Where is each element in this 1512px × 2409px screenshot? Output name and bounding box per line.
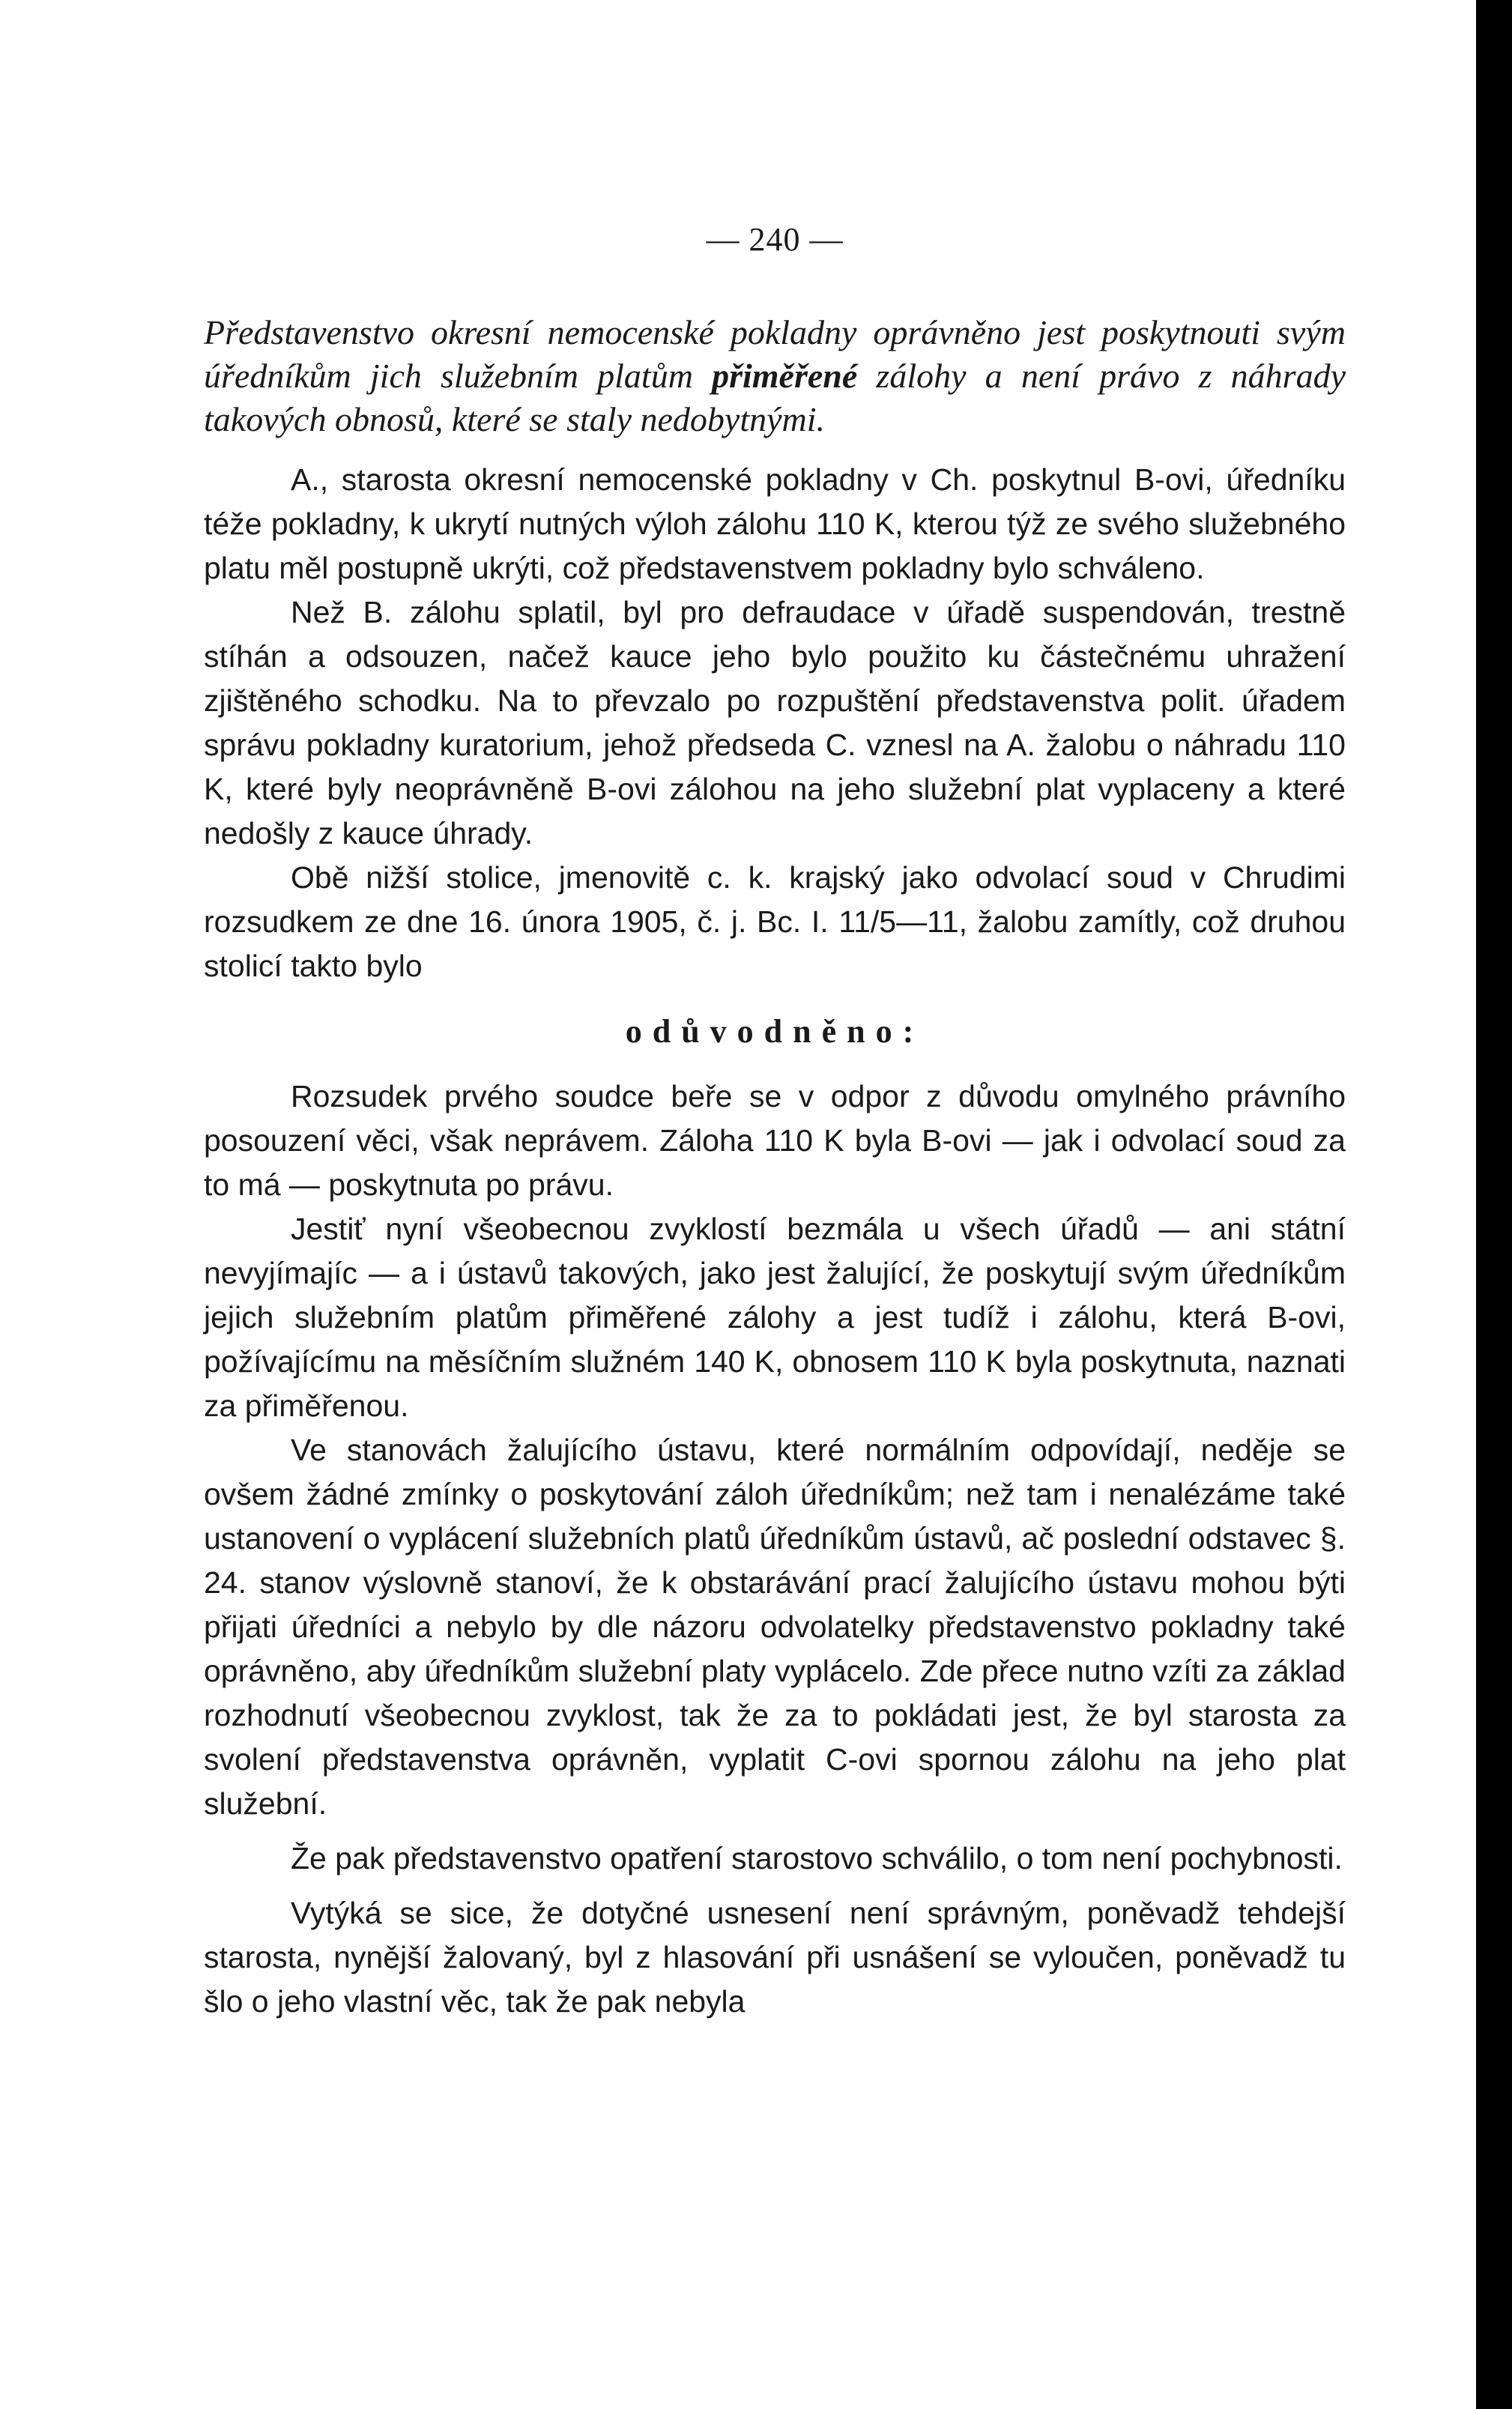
page-number: — 240 —	[706, 221, 844, 258]
paragraph-reasons-2: Jestiť nyní všeobecnou zvyklostí bezmála u všech úřadů — ani státní nevyjímajíc — a i ústavů takových, jako jest žalující, že poskytují svým úředníkům jejich služebním platům přiměřené zálohy a jest tudíž i zálohu, která B-ovi, požívajícímu na měsíčním služném 140 K, obnosem 110 K byla poskytnuta, naznati za přiměřenou.	[204, 1212, 1346, 1423]
headnote-emphasis: přiměřené	[712, 357, 858, 395]
headnote-summary	[204, 311, 1346, 441]
section-heading: odůvodněno:	[625, 1013, 925, 1050]
paragraph-facts-1: A., starosta okresní nemocenské pokladny v Ch. poskytnul B-ovi, úředníku téže pokladny, k ukrytí nutných výloh zálohu 110 K, kterou týž ze svého služebného platu měl postupně ukrýti, což představenstvem pokladny bylo schváleno.	[204, 462, 1346, 585]
headnote-text-end: zálohy a není právo z náhrady takových obnosů, které se staly nedobytnými.	[204, 357, 1346, 438]
page-text	[204, 217, 1346, 2024]
headnote-text-start: Představenstvo okresní nemocenské pokladny oprávněno jest poskytnouti svým úředníkům jich služebním platům	[204, 313, 1346, 395]
paragraph-gap	[204, 1826, 1346, 1837]
paragraph-reasons-4: Že pak představenstvo opatření starostovo schválilo, o tom není pochybnosti.	[291, 1841, 1343, 1875]
paragraph-reasons-3: Ve stanovách žalujícího ústavu, které normálním odpovídají, neděje se ovšem žádné zmínky o poskytování záloh úředníkům; než tam i nenalézáme také ustanovení o vyplácení služebních platů úředníkům ústavů, ač poslední odstavec §. 24. stanov výslovně stanoví, že k obstarávání prací žalujícího ústavu mohou býti přijati úředníci a nebylo by dle názoru odvolatelky představenstvo pokladny také oprávněno, aby úředníkům služební platy vyplácelo. Zde přece nutno vzíti za základ rozhodnutí všeobecnou zvyklost, tak že za to pokládati jest, že byl starosta za svolení představenstva oprávněn, vyplatit C-ovi spornou zálohu na jeho plat služební.	[204, 1433, 1346, 1821]
paragraph-reasons-5: Vytýká se sice, že dotyčné usnesení není správným, poněvadž tehdejší starosta, nynější žalovaný, byl z hlasování při usnášení se vyloučen, poněvadž tu šlo o jeho vlastní věc, tak že pak nebyla	[204, 1896, 1346, 2019]
paragraph-facts-3: Obě nižší stolice, jmenovitě c. k. krajský jako odvolací soud v Chrudimi rozsudkem ze dne 16. února 1905, č. j. Bc. I. 11/5—11, žalobu zamítly, což druhou stolicí takto bylo	[204, 860, 1346, 983]
paragraph-gap	[204, 1881, 1346, 1891]
paragraph-facts-2: Než B. zálohu splatil, byl pro defraudace v úřadě suspendován, trestně stíhán a odsouzen, načež kauce jeho bylo použito ku částečnému uhražení zjištěného schodku. Na to převzalo po rozpuštění představenstva polit. úřadem správu pokladny kuratorium, jehož předseda C. vznesl na A. žalobu o náhradu 110 K, které byly neoprávněně B-ovi zálohou na jeho služební plat vyplaceny a které nedošly z kauce úhrady.	[204, 595, 1346, 850]
paragraph-reasons-1: Rozsudek prvého soudce beře se v odpor z důvodu omylného právního posouzení věci, však neprávem. Záloha 110 K byla B-ovi — jak i odvolací soud za to má — poskytnuta po právu.	[204, 1079, 1346, 1202]
